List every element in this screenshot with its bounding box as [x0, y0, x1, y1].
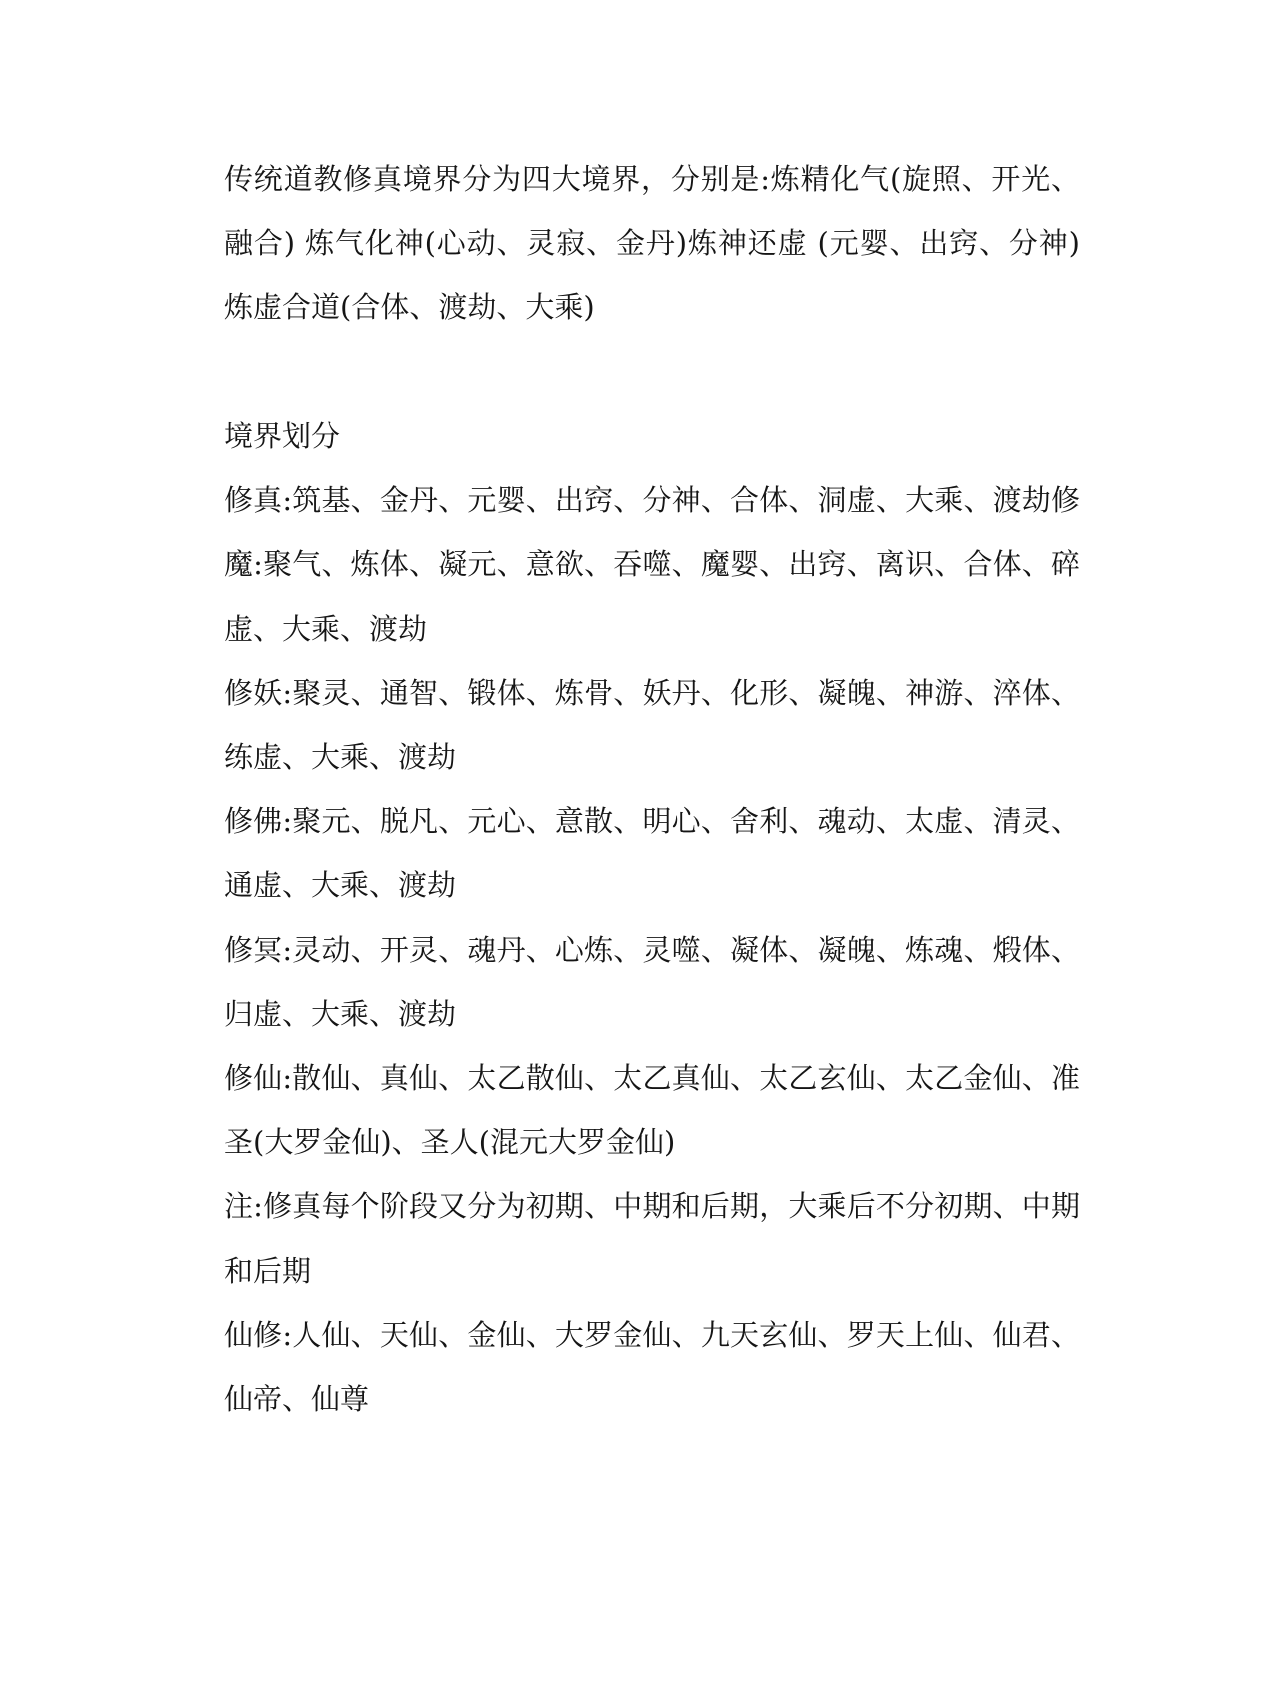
- intro-paragraph-block: [224, 147, 1080, 340]
- realm-line-xiufo: 修佛:聚元、脱凡、元心、意散、明心、舍利、魂动、太虚、清灵、通虚、大乘、渡劫: [224, 804, 1080, 903]
- note-line: 注:修真每个阶段又分为初期、中期和后期，大乘后不分初期、中期和后期: [224, 1189, 1080, 1288]
- realm-classification-block: [224, 404, 1080, 1431]
- realm-line-xiuzhen-xiumo: 修真:筑基、金丹、元婴、出窍、分神、合体、洞虚、大乘、渡劫修魔:聚气、炼体、凝元、意欲、吞噬、魔婴、出窍、离识、合体、碎虚、大乘、渡劫: [224, 483, 1080, 646]
- realm-line-xianxiu: 仙修:人仙、天仙、金仙、大罗金仙、九天玄仙、罗天上仙、仙君、仙帝、仙尊: [224, 1317, 1080, 1417]
- realm-line-xiuyao: 修妖:聚灵、通智、锻体、炼骨、妖丹、化形、凝魄、神游、淬体、练虚、大乘、渡劫: [224, 675, 1080, 775]
- intro-paragraph: 传统道教修真境界分为四大境界，分别是:炼精化气(旋照、开光、融合) 炼气化神(心动、灵寂、金丹)炼神还虚 (元婴、出窍、分神)炼虚合道(合体、渡劫、大乘): [224, 162, 1080, 325]
- section-title: 境界划分: [224, 419, 341, 453]
- realm-line-xiuxian: 修仙:散仙、真仙、太乙散仙、太乙真仙、太乙玄仙、太乙金仙、准圣(大罗金仙)、圣人(混元大罗金仙): [224, 1061, 1080, 1160]
- realm-line-xiuming: 修冥:灵动、开灵、魂丹、心炼、灵噬、凝体、凝魄、炼魂、煅体、归虚、大乘、渡劫: [224, 932, 1080, 1031]
